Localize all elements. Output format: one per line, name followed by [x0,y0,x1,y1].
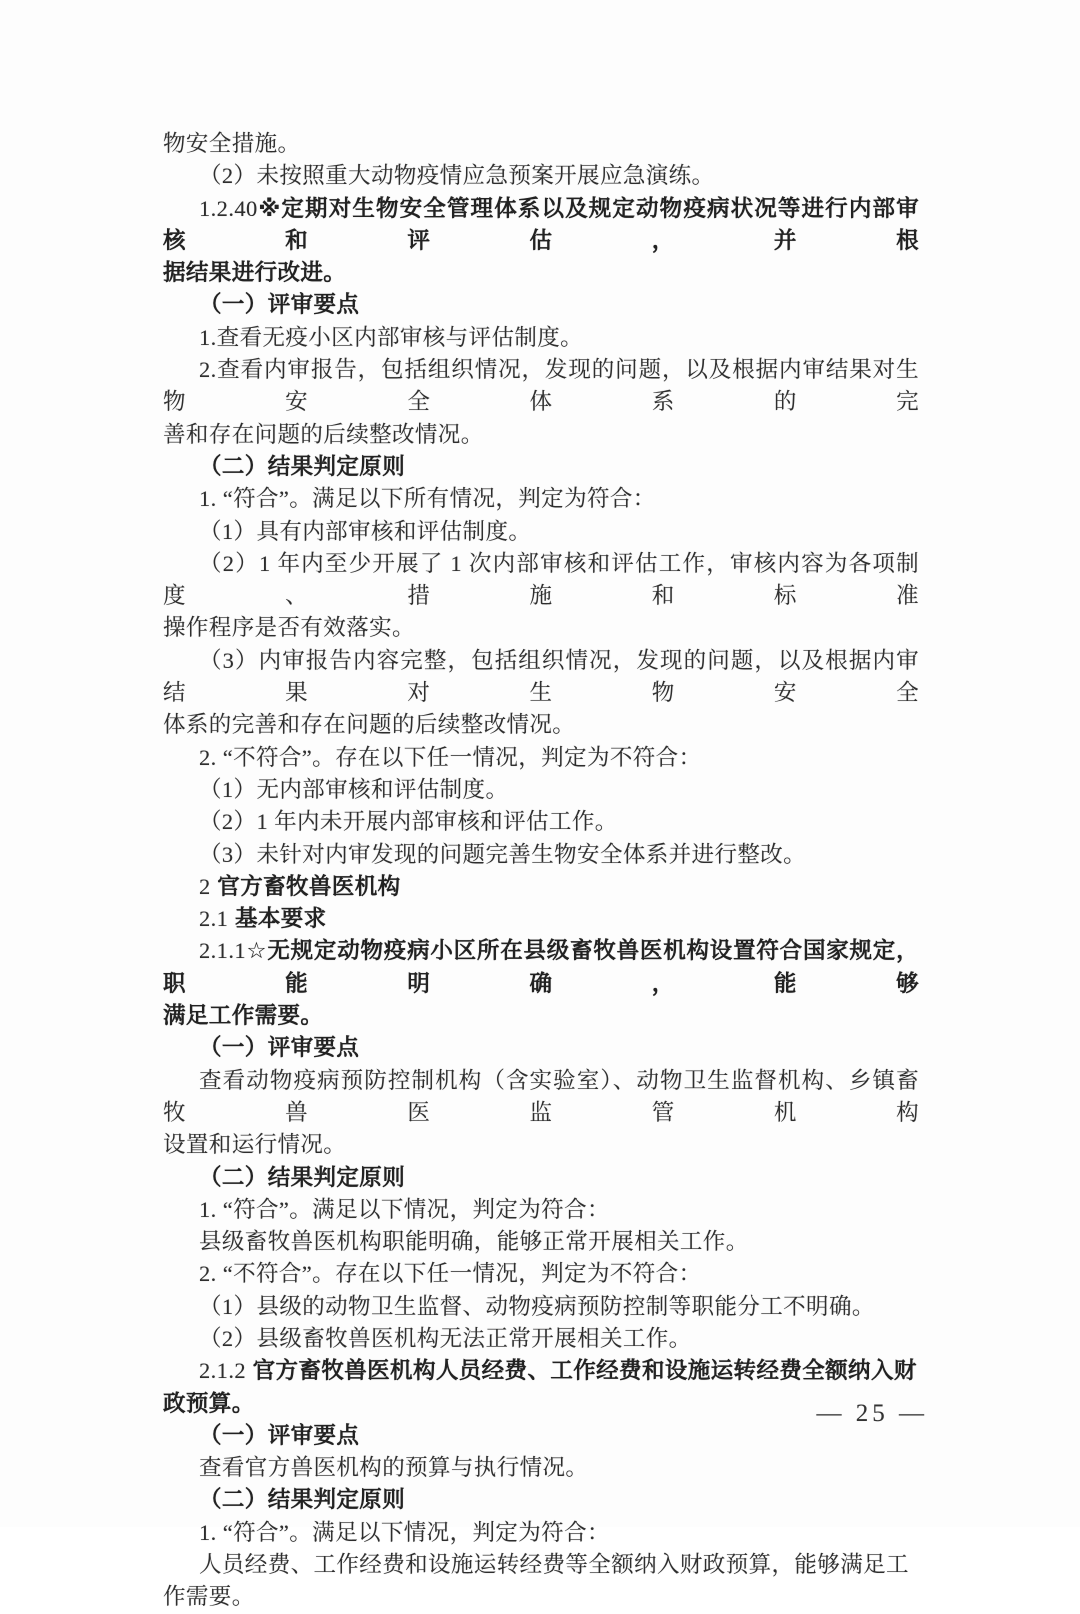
page-number: — 25 — [816,1400,928,1427]
doc-line: （2）县级畜牧兽医机构无法正常开展相关工作。 [199,1325,692,1351]
doc-line: 县级畜牧兽医机构职能明确，能够正常开展相关工作。 [199,1229,749,1255]
subsection-heading: （一）评审要点 [199,1035,360,1061]
doc-line: 1. “符合”。满足以下情况，判定为符合： [199,1519,610,1545]
doc-line: （1）具有内部审核和评估制度。 [199,518,532,544]
doc-line: 1.查看无疫小区内部审核与评估制度。 [199,324,584,350]
doc-line: 2. “不符合”。存在以下任一情况，判定为不符合： [199,744,702,770]
section-number: 1.2.40 [199,195,258,221]
subsection-heading: （二）结果判定原则 [199,1164,406,1190]
section-number: 2.1.2 [199,1358,246,1384]
section-number: 2.1 [199,906,229,932]
doc-line: 1. “符合”。满足以下所有情况，判定为符合： [199,486,656,512]
doc-line-continuation: 善和存在问题的后续整改情况。 [163,421,484,447]
subsection-heading: （一）评审要点 [199,292,360,318]
doc-line: （1）无内部审核和评估制度。 [199,776,509,802]
section-heading-text: 基本要求 [228,906,327,932]
chapter-heading [163,871,919,903]
subsection-heading: （一）评审要点 [199,1422,360,1448]
section-heading [163,1355,919,1420]
doc-line: （2）1 年内未开展内部审核和评估工作。 [199,809,618,835]
section-number: 2.1.1 [199,938,246,964]
chapter-number: 2 [199,873,211,899]
section-heading-continuation: 据结果进行改进。 [163,260,347,286]
doc-line: 2. “不符合”。存在以下任一情况，判定为不符合： [199,1261,702,1287]
doc-line: （3）未针对内审发现的问题完善生物安全体系并进行整改。 [199,841,807,867]
doc-line: （3）内审报告内容完整，包括组织情况，发现的问题，以及根据内审结果对生物安全 [163,647,919,706]
section-heading-text: ※定期对生物安全管理体系以及规定动物疫病状况等进行内部审核和评估，并根 [163,195,919,253]
doc-line-continuation: 物安全措施。 [163,131,301,156]
section-heading-continuation: 满足工作需要。 [163,1003,324,1029]
chapter-heading-text: 官方畜牧兽医机构 [210,873,401,899]
doc-line-continuation: 体系的完善和存在问题的后续整改情况。 [163,712,576,738]
section-heading [163,903,919,935]
subsection-heading: （二）结果判定原则 [199,1487,406,1513]
doc-line: 查看动物疫病预防控制机构（含实验室）、动物卫生监督机构、乡镇畜牧兽医监管机构 [163,1067,919,1125]
section-heading [163,935,919,1000]
section-heading-text: 官方畜牧兽医机构人员经费、工作经费和设施运转经费全额纳入财政预算。 [163,1358,917,1416]
doc-line-continuation: 操作程序是否有效落实。 [163,615,415,641]
doc-line: 人员经费、工作经费和设施运转经费等全额纳入财政预算，能够满足工作需要。 [163,1552,909,1610]
subsection-heading: （二）结果判定原则 [199,453,406,479]
document-body [163,128,919,1614]
doc-line: 1. “符合”。满足以下情况，判定为符合： [199,1196,610,1222]
doc-line: 查看官方兽医机构的预算与执行情况。 [199,1455,589,1481]
section-heading [163,193,919,258]
doc-line: 2.查看内审报告，包括组织情况，发现的问题，以及根据内审结果对生物安全体系的完 [163,357,919,415]
doc-line: （2）未按照重大动物疫情应急预案开展应急演练。 [199,163,715,189]
doc-line: （1）县级的动物卫生监督、动物疫病预防控制等职能分工不明确。 [199,1293,875,1319]
section-heading-text: ☆无规定动物疫病小区所在县级畜牧兽医机构设置符合国家规定，职能明确，能够 [163,938,919,996]
doc-line: （2）1 年内至少开展了 1 次内部审核和评估工作，审核内容为各项制度、措施和标准 [163,550,919,609]
doc-line-continuation: 设置和运行情况。 [163,1132,347,1158]
